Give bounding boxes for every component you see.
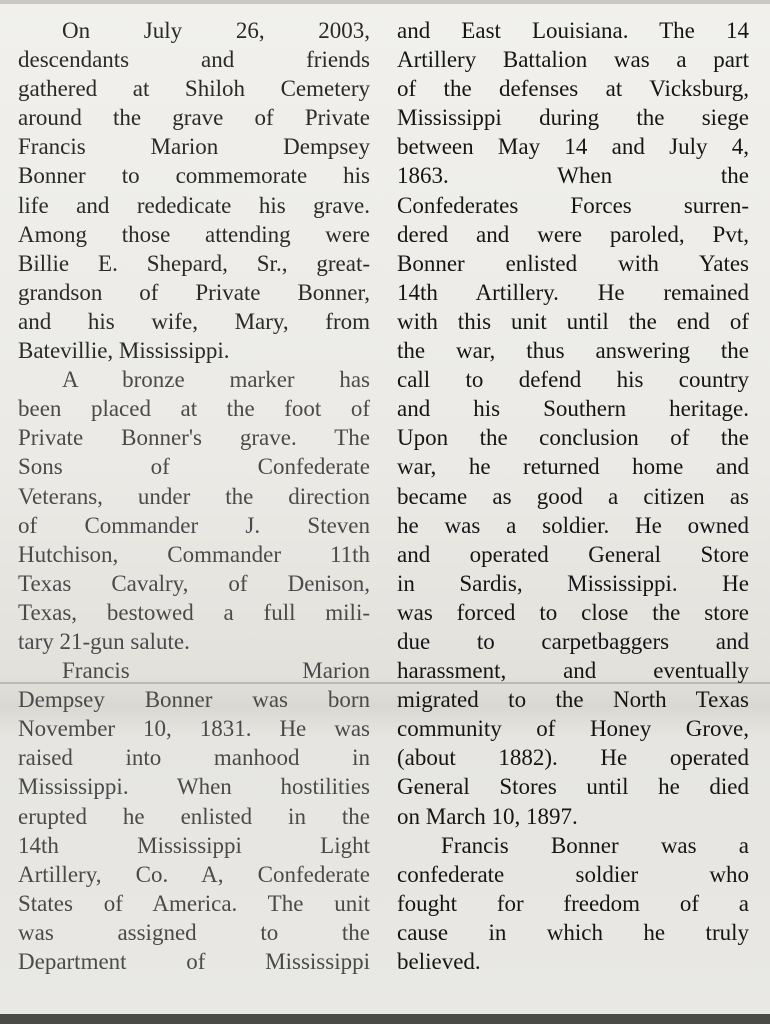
left-column-line: Among those attending were bbox=[18, 221, 370, 247]
right-column-line: 1863. When the bbox=[397, 163, 749, 189]
right-column-line: Bonner enlisted with Yates bbox=[397, 250, 749, 276]
left-column-line: Dempsey Bonner was born bbox=[18, 687, 370, 713]
right-column-line: became as good a citizen as bbox=[397, 483, 749, 509]
left-column-line: Francis Marion bbox=[62, 658, 370, 684]
right-column-line: 14th Artillery. He remained bbox=[397, 279, 749, 305]
right-column-line: between May 14 and July 4, bbox=[397, 134, 749, 160]
left-column-line: Sons of Confederate bbox=[18, 454, 370, 480]
left-column-line: 14th Mississippi Light bbox=[18, 832, 370, 858]
right-column-line: in Sardis, Mississippi. He bbox=[397, 570, 749, 596]
right-column-line: and operated General Store bbox=[397, 541, 749, 567]
right-column-line: due to carpetbaggers and bbox=[397, 628, 749, 654]
left-column-line: raised into manhood in bbox=[18, 745, 370, 771]
right-column-line: Artillery Battalion was a part bbox=[397, 47, 749, 73]
right-column-line: on March 10, 1897. bbox=[397, 803, 578, 829]
right-column-line: believed. bbox=[397, 949, 481, 974]
left-column-line: Hutchison, Commander 11th bbox=[18, 541, 370, 567]
left-column-line: On July 26, 2003, bbox=[62, 18, 370, 43]
left-column-line: and his wife, Mary, from bbox=[18, 308, 370, 334]
left-column-line: Billie E. Shepard, Sr., great- bbox=[18, 250, 370, 276]
right-column-line: Francis Bonner was a bbox=[441, 832, 749, 858]
right-column-line: General Stores until he died bbox=[397, 774, 749, 800]
clipping-top-edge bbox=[0, 0, 770, 4]
left-column-line: around the grave of Private bbox=[18, 105, 370, 131]
left-column-line: tary 21-gun salute. bbox=[18, 628, 190, 654]
left-column-line: Veterans, under the direction bbox=[18, 483, 370, 509]
right-column-line: Upon the conclusion of the bbox=[397, 425, 749, 451]
right-column-line: fought for freedom of a bbox=[397, 890, 749, 916]
left-column-line: Texas, bestowed a full mili- bbox=[18, 599, 370, 625]
left-column-line: life and rededicate his grave. bbox=[18, 192, 370, 218]
right-column-line: call to defend his country bbox=[397, 367, 749, 393]
right-column-line: dered and were paroled, Pvt, bbox=[397, 221, 749, 247]
left-column-line: grandson of Private Bonner, bbox=[18, 279, 370, 305]
article-column-right bbox=[397, 16, 749, 976]
left-column-line: Private Bonner's grave. The bbox=[18, 425, 370, 451]
left-column-line: A bronze marker has bbox=[62, 367, 370, 393]
right-column-line: was forced to close the store bbox=[397, 599, 749, 625]
left-column-line: Bonner to commemorate his bbox=[18, 163, 370, 189]
right-column-line: and his Southern heritage. bbox=[397, 396, 749, 422]
right-column-line: migrated to the North Texas bbox=[397, 687, 749, 713]
article-column-left bbox=[18, 16, 370, 976]
left-column-line: November 10, 1831. He was bbox=[18, 716, 370, 742]
right-column-line: community of Honey Grove, bbox=[397, 716, 749, 742]
left-column-line: Mississippi. When hostilities bbox=[18, 774, 370, 800]
left-column-line: Artillery, Co. A, Confederate bbox=[18, 861, 370, 887]
left-column-line: gathered at Shiloh Cemetery bbox=[18, 76, 370, 102]
right-column-line: of the defenses at Vicksburg, bbox=[397, 76, 749, 102]
left-column-line: of Commander J. Steven bbox=[18, 512, 370, 538]
right-column-line: the war, thus answering the bbox=[397, 338, 749, 364]
clipping-bottom-edge bbox=[0, 1014, 770, 1024]
right-column-line: Confederates Forces surren- bbox=[397, 192, 749, 218]
right-column-line: war, he returned home and bbox=[397, 454, 749, 480]
right-column-line: Mississippi during the siege bbox=[397, 105, 749, 131]
right-column-line: he was a soldier. He owned bbox=[397, 512, 749, 538]
right-column-line: harassment, and eventually bbox=[397, 658, 749, 684]
left-column-line: Batevillie, Mississippi. bbox=[18, 338, 230, 364]
left-column-line: erupted he enlisted in the bbox=[18, 803, 370, 829]
right-column-line: confederate soldier who bbox=[397, 861, 749, 887]
left-column-line: descendants and friends bbox=[18, 47, 370, 73]
left-column-line: Texas Cavalry, of Denison, bbox=[18, 570, 370, 596]
right-column-line: (about 1882). He operated bbox=[397, 745, 749, 771]
left-column-line: Francis Marion Dempsey bbox=[18, 134, 370, 160]
right-column-line: with this unit until the end of bbox=[397, 308, 749, 334]
left-column-line: States of America. The unit bbox=[18, 890, 370, 916]
right-column-line: cause in which he truly bbox=[397, 919, 749, 945]
left-column-line: was assigned to the bbox=[18, 919, 370, 945]
right-column-line: and East Louisiana. The 14 bbox=[397, 18, 749, 43]
left-column-line: been placed at the foot of bbox=[18, 396, 370, 422]
left-column-line: Department of Mississippi bbox=[18, 949, 370, 974]
